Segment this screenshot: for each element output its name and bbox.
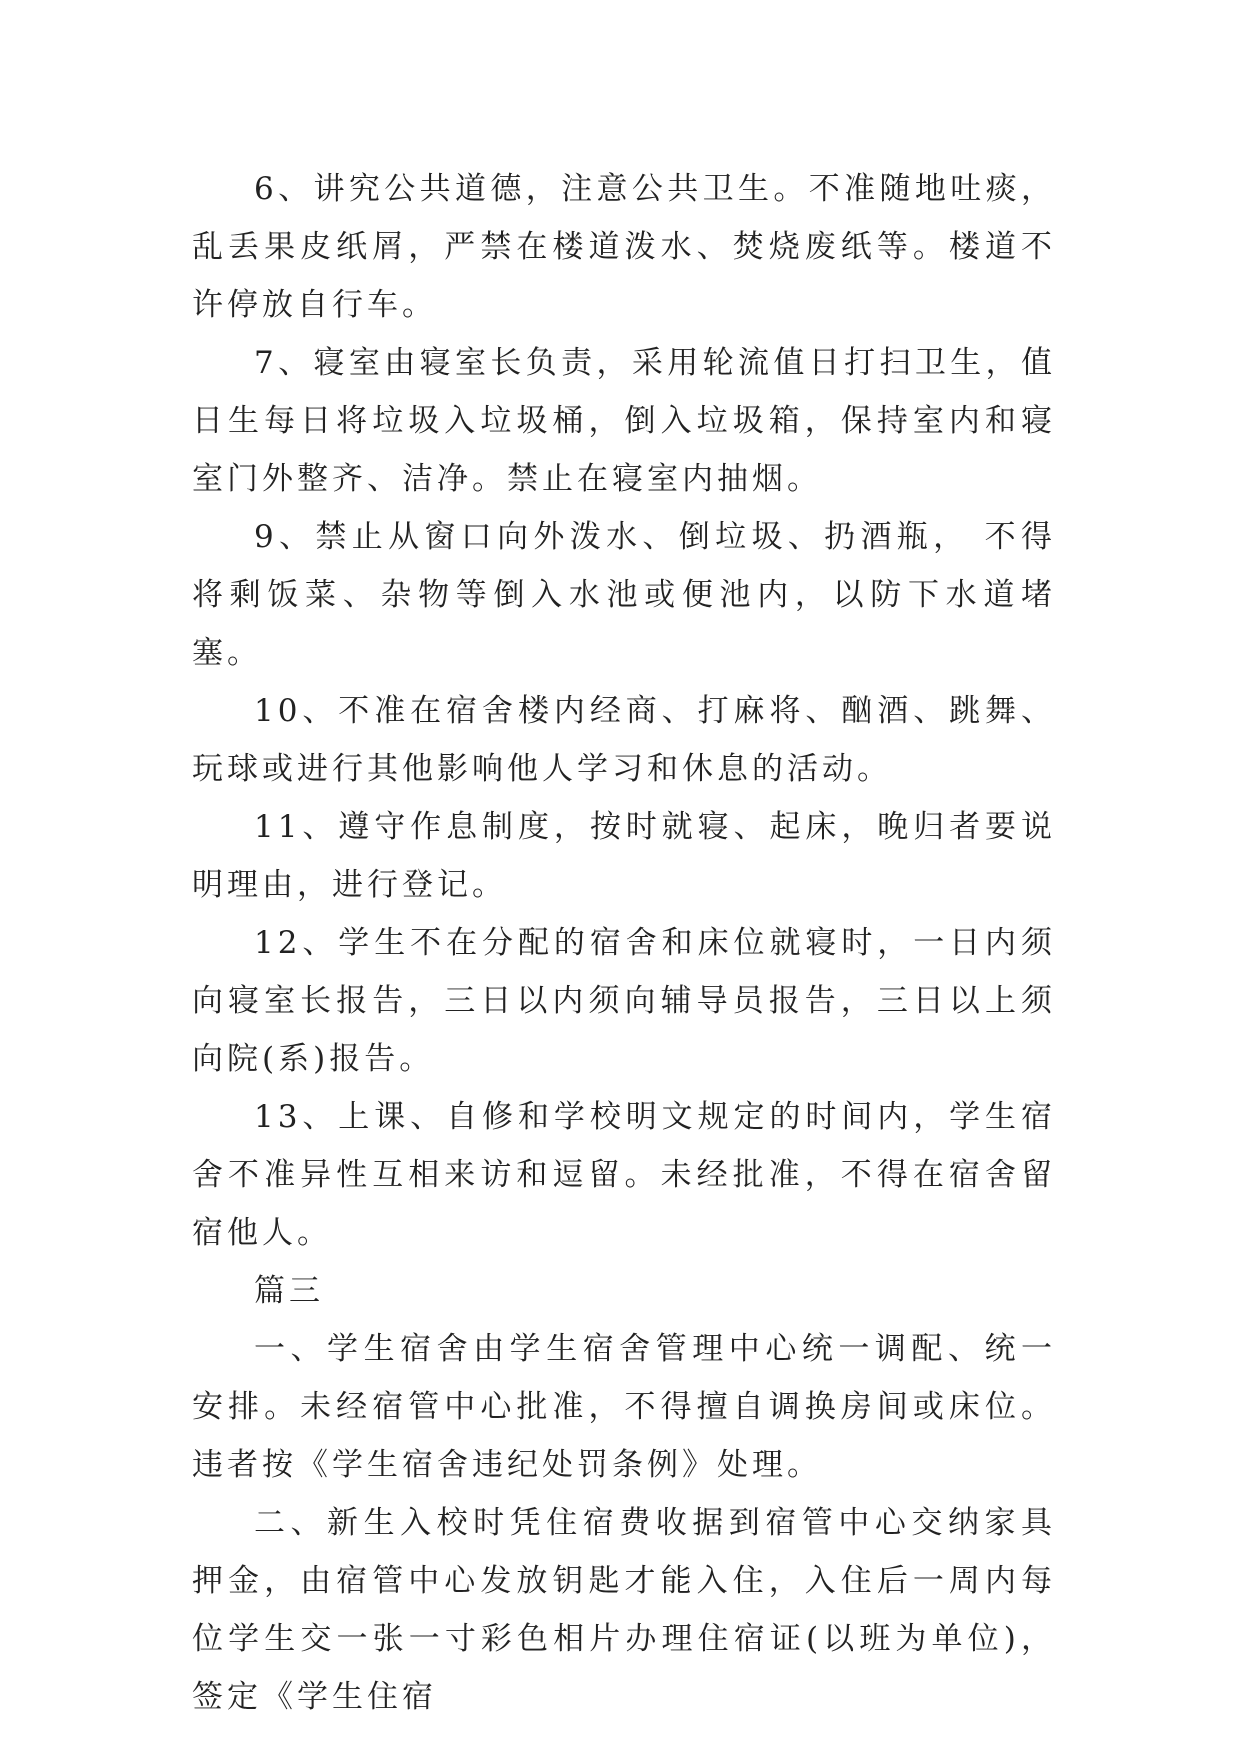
- document-body: [192, 160, 1056, 1726]
- paragraph-rule-9: 9、禁止从窗口向外泼水、倒垃圾、扔酒瓶， 不得将剩饭菜、杂物等倒入水池或便池内，以防下水道堵塞。: [192, 519, 1056, 671]
- paragraph-rule-12: 12、学生不在分配的宿舍和床位就寝时，一日内须向寝室长报告，三日以内须向辅导员报告，三日以上须向院(系)报告。: [192, 925, 1056, 1077]
- paragraph-rule-13: 13、上课、自修和学校明文规定的时间内，学生宿舍不准异性互相来访和逗留。未经批准，不得在宿舍留宿他人。: [192, 1099, 1056, 1251]
- paragraph-rule-10: 10、不准在宿舍楼内经商、打麻将、酗酒、跳舞、玩球或进行其他影响他人学习和休息的活动。: [192, 693, 1056, 787]
- paragraph-rule-7: 7、寝室由寝室长负责，采用轮流值日打扫卫生，值日生每日将垃圾入垃圾桶，倒入垃圾箱，保持室内和寝室门外整齐、洁净。禁止在寝室内抽烟。: [192, 345, 1056, 497]
- paragraph-article-1: 一、学生宿舍由学生宿舍管理中心统一调配、统一安排。未经宿管中心批准，不得擅自调换房间或床位。违者按《学生宿舍违纪处罚条例》处理。: [192, 1331, 1056, 1483]
- paragraph-article-2: 二、新生入校时凭住宿费收据到宿管中心交纳家具押金，由宿管中心发放钥匙才能入住，入住后一周内每位学生交一张一寸彩色相片办理住宿证(以班为单位)，签定《学生住宿: [192, 1505, 1056, 1715]
- section-heading: 篇三: [254, 1273, 324, 1309]
- paragraph-rule-6: 6、讲究公共道德，注意公共卫生。不准随地吐痰，乱丢果皮纸屑，严禁在楼道泼水、焚烧废纸等。楼道不许停放自行车。: [192, 171, 1056, 323]
- paragraph-rule-11: 11、遵守作息制度，按时就寝、起床，晚归者要说明理由，进行登记。: [192, 809, 1056, 903]
